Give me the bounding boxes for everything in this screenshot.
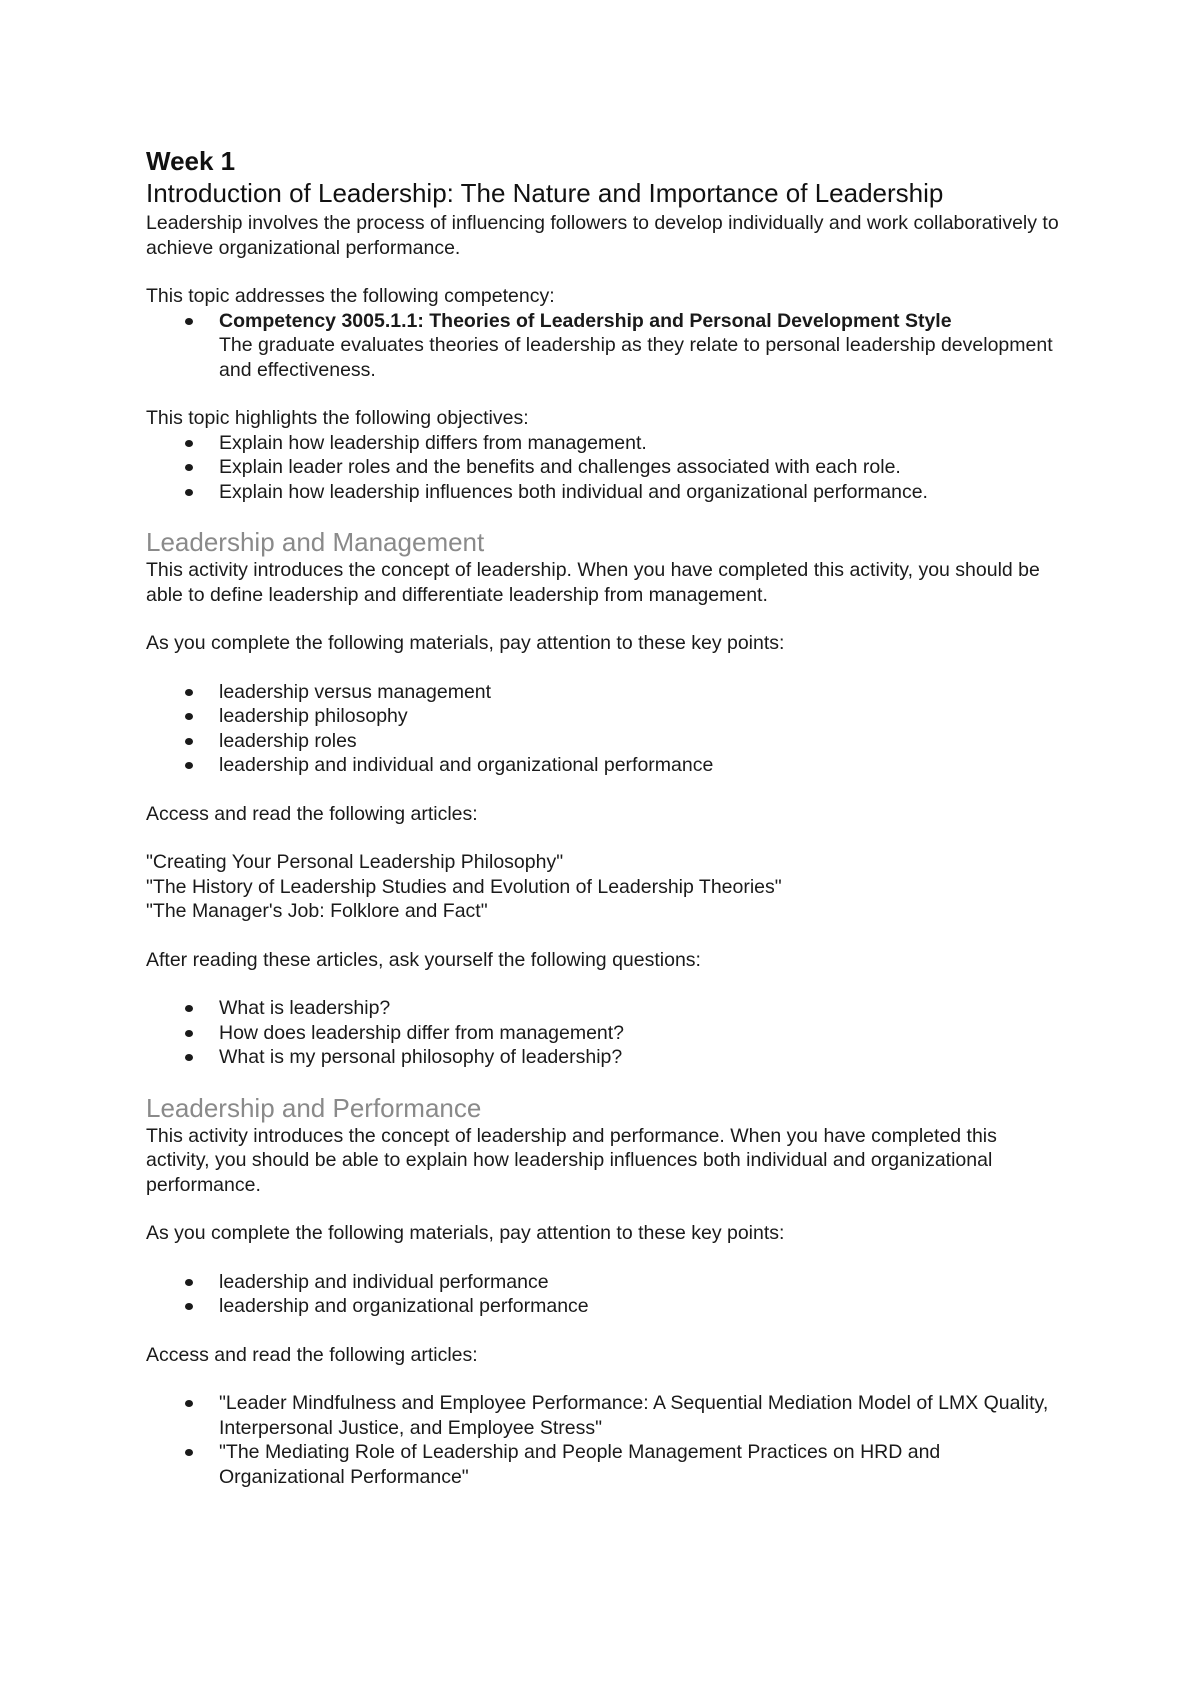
list-item: "The Mediating Role of Leadership and People Management Practices on HRD and Organizational Performance" xyxy=(219,1440,1060,1489)
competency-list xyxy=(146,309,1060,383)
list-item: What is my personal philosophy of leadership? xyxy=(219,1045,1060,1070)
articles-list xyxy=(146,1391,1060,1489)
intro-paragraph: Leadership involves the process of influencing followers to develop individually and work collaboratively to achieve organizational performance. xyxy=(146,212,1059,259)
objectives-intro: This topic highlights the following objectives: xyxy=(146,407,529,429)
article-title: "The History of Leadership Studies and Evolution of Leadership Theories" xyxy=(146,875,782,898)
questions-list xyxy=(146,996,1060,1070)
competency-description: The graduate evaluates theories of leadership as they relate to personal leadership development and effectiveness. xyxy=(219,334,1053,381)
list-item: leadership and individual and organizational performance xyxy=(219,753,1060,778)
list-item: leadership philosophy xyxy=(219,704,1060,729)
article-title: "The Manager's Job: Folklore and Fact" xyxy=(146,900,488,922)
list-item: leadership and organizational performance xyxy=(219,1294,1060,1319)
articles-intro: Access and read the following articles: xyxy=(146,1343,478,1366)
article-title: "Creating Your Personal Leadership Philosophy" xyxy=(146,851,564,873)
questions-intro: After reading these articles, ask yourself the following questions: xyxy=(146,948,701,971)
section-heading-performance: Leadership and Performance xyxy=(146,1092,482,1123)
key-points-intro: As you complete the following materials, pay attention to these key points: xyxy=(146,1222,785,1244)
section-intro: This activity introduces the concept of leadership. When you have completed this activity, you should be able to define leadership and differentiate leadership from management. xyxy=(146,559,1040,606)
list-item: "Leader Mindfulness and Employee Performance: A Sequential Mediation Model of LMX Quality, Interpersonal Justice, and Employee Stress" xyxy=(219,1391,1060,1440)
list-item: What is leadership? xyxy=(219,996,1060,1021)
list-item: leadership roles xyxy=(219,729,1060,754)
section-intro: This activity introduces the concept of leadership and performance. When you have completed this activity, you should be able to explain how leadership influences both individual and organizational performance. xyxy=(146,1124,997,1196)
list-item: Explain how leadership differs from management. xyxy=(219,431,1060,456)
list-item: Explain how leadership influences both individual and organizational performance. xyxy=(219,480,1060,505)
competency-intro: This topic addresses the following competency: xyxy=(146,285,555,307)
objectives-list xyxy=(146,431,1060,505)
list-item: How does leadership differ from management? xyxy=(219,1021,1060,1046)
list-item: Explain leader roles and the benefits and challenges associated with each role. xyxy=(219,455,1060,480)
key-points-intro: As you complete the following materials, pay attention to these key points: xyxy=(146,632,785,654)
key-points-list xyxy=(146,1270,1060,1319)
list-item: leadership and individual performance xyxy=(219,1270,1060,1295)
page-title: Introduction of Leadership: The Nature and Importance of Leadership xyxy=(146,178,944,208)
competency-title: Competency 3005.1.1: Theories of Leadership and Personal Development Style xyxy=(219,309,952,332)
list-item: leadership versus management xyxy=(219,680,1060,705)
week-title: Week 1 xyxy=(146,146,236,176)
articles-list xyxy=(146,850,1060,924)
section-heading-management: Leadership and Management xyxy=(146,527,485,557)
competency-item xyxy=(219,309,1060,383)
articles-intro: Access and read the following articles: xyxy=(146,802,478,825)
key-points-list xyxy=(146,680,1060,778)
